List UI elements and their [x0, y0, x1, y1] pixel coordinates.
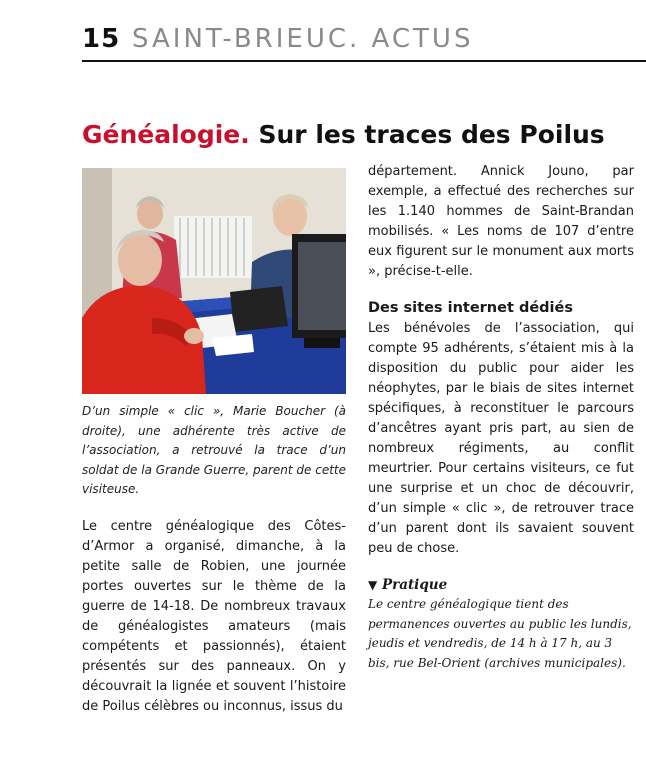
body-text-right-1: département. Annick Jouno, par exemple, a effectué des recherches sur les 1.140 hommes de Saint-Brandan mobilisés. « Les noms de 107 d’entre eux figurent sur le monument aux morts », précise-t-elle. [368, 164, 634, 279]
page-header [82, 24, 646, 58]
pratique-heading [368, 576, 634, 594]
header-rule [82, 60, 646, 62]
right-column [368, 162, 634, 673]
headline-kicker: Généalogie. [82, 120, 250, 149]
pratique-text: Le centre généalogique tient des permanences ouvertes au public les lundis, jeudis et vendredis, de 14 h à 17 h, au 3 bis, rue Bel-Orient (archives municipales). [368, 597, 632, 670]
pratique-label: Pratique [381, 577, 448, 593]
section-title: SAINT-BRIEUC. ACTUS [132, 24, 474, 54]
photo-caption: D’un simple « clic », Marie Boucher (à droite), une adhérente très active de l’association, a retrouvé la trace d’un soldat de la Grande Guerre, parent de cette visiteuse. [82, 404, 346, 496]
triangle-down-icon: ▼ [368, 578, 378, 592]
body-text-right-2: Les bénévoles de l’association, qui compte 95 adhérents, s’étaient mis à la disposition du public pour aider les néophytes, par le biais de sites internet spécifiques, à reconstituer le parcours d’ancêtres ayant pris part, au sien de nombreux régiments, au conflit meurtrier. Pour certains visiteurs, ce fut une surprise et un choc de découvrir, d’un simple « clic », de retrouver trace d’un parent dont ils savaient souvent peu de chose. [368, 321, 634, 556]
subheading: Des sites internet dédiés [368, 300, 573, 316]
headline-title: Sur les traces des Poilus [258, 120, 605, 149]
page-number: 15 [82, 24, 121, 54]
article-headline [82, 120, 605, 149]
article-photo [82, 168, 346, 394]
photo-icon [82, 168, 346, 394]
body-text-left: Le centre généalogique des Côtes-d’Armor a organisé, dimanche, à la petite salle de Robien, une journée portes ouvertes sur le thème de la guerre de 14-18. De nombreux travaux de généalogistes amateurs (mais compétents et passionnés), étaient présentés sur des panneaux. On y découvrait la lignée et souvent l’histoire de Poilus célèbres ou inconnus, issus du [82, 519, 346, 714]
